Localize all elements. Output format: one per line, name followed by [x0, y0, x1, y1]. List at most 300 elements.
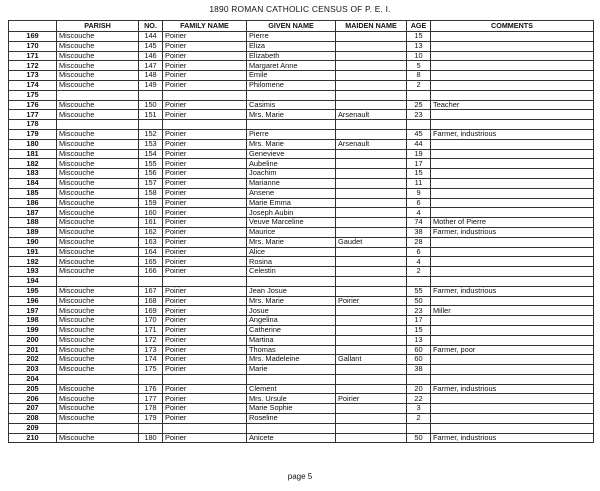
comments-cell — [431, 110, 594, 120]
comments-cell — [431, 355, 594, 365]
row-number-cell: 182 — [9, 159, 57, 169]
given-name-cell: Martina — [247, 335, 336, 345]
given-name-cell: Mrs. Marie — [247, 237, 336, 247]
parish-cell — [57, 276, 139, 286]
family-name-cell: Poirier — [163, 110, 247, 120]
table-row — [9, 51, 594, 61]
record-no-cell — [139, 90, 163, 100]
family-name-cell: Poirier — [163, 237, 247, 247]
maiden-name-cell — [336, 149, 407, 159]
row-number-cell: 171 — [9, 51, 57, 61]
table-row — [9, 100, 594, 110]
age-cell: 13 — [407, 335, 431, 345]
record-no-cell — [139, 423, 163, 433]
comments-cell — [431, 414, 594, 424]
age-cell: 74 — [407, 218, 431, 228]
given-name-cell: Angelina — [247, 316, 336, 326]
age-cell: 2 — [407, 80, 431, 90]
record-no-cell: 167 — [139, 286, 163, 296]
table-row — [9, 325, 594, 335]
family-name-cell: Poirier — [163, 41, 247, 51]
table-row — [9, 237, 594, 247]
given-name-cell: Maurice — [247, 227, 336, 237]
age-cell: 55 — [407, 286, 431, 296]
row-number-cell: 174 — [9, 80, 57, 90]
record-no-cell: 179 — [139, 414, 163, 424]
maiden-name-cell: Arsenault — [336, 110, 407, 120]
record-no-cell: 168 — [139, 296, 163, 306]
parish-cell: Miscouche — [57, 198, 139, 208]
age-cell: 8 — [407, 71, 431, 81]
family-name-cell: Poirier — [163, 365, 247, 375]
row-number-cell: 202 — [9, 355, 57, 365]
family-name-cell: Poirier — [163, 169, 247, 179]
record-no-cell: 147 — [139, 61, 163, 71]
given-name-cell — [247, 423, 336, 433]
parish-cell: Miscouche — [57, 218, 139, 228]
maiden-name-cell — [336, 198, 407, 208]
maiden-name-cell — [336, 188, 407, 198]
record-no-cell: 163 — [139, 237, 163, 247]
family-name-cell: Poirier — [163, 159, 247, 169]
comments-cell — [431, 257, 594, 267]
comments-cell — [431, 71, 594, 81]
given-name-cell: Emile — [247, 71, 336, 81]
table-row — [9, 414, 594, 424]
age-cell: 22 — [407, 394, 431, 404]
row-number-cell: 199 — [9, 325, 57, 335]
row-number-cell: 187 — [9, 208, 57, 218]
record-no-cell — [139, 374, 163, 384]
age-cell: 50 — [407, 296, 431, 306]
parish-cell: Miscouche — [57, 394, 139, 404]
given-name-cell: Anicete — [247, 433, 336, 443]
record-no-cell: 177 — [139, 394, 163, 404]
maiden-name-cell — [336, 414, 407, 424]
age-cell: 23 — [407, 110, 431, 120]
given-name-cell: Marie Emma — [247, 198, 336, 208]
maiden-name-cell: Arsenault — [336, 139, 407, 149]
row-number-cell: 169 — [9, 32, 57, 42]
record-no-cell: 149 — [139, 80, 163, 90]
record-no-cell: 146 — [139, 51, 163, 61]
table-row — [9, 120, 594, 130]
table-row — [9, 296, 594, 306]
parish-cell: Miscouche — [57, 61, 139, 71]
table-row — [9, 286, 594, 296]
row-number-cell: 203 — [9, 365, 57, 375]
comments-cell — [431, 41, 594, 51]
given-name-cell: Eliza — [247, 41, 336, 51]
comments-cell — [431, 51, 594, 61]
given-name-cell: Pierre — [247, 129, 336, 139]
family-name-cell: Poirier — [163, 71, 247, 81]
given-name-cell: Margaret Anne — [247, 61, 336, 71]
comments-cell — [431, 335, 594, 345]
comments-cell — [431, 374, 594, 384]
table-row — [9, 110, 594, 120]
comments-cell: Farmer, industrious — [431, 129, 594, 139]
table-row — [9, 433, 594, 443]
row-number-cell: 181 — [9, 149, 57, 159]
given-name-cell: Philomene — [247, 80, 336, 90]
given-name-cell: Joseph Aubin — [247, 208, 336, 218]
given-name-cell: Mrs. Marie — [247, 296, 336, 306]
given-name-cell: Aubeline — [247, 159, 336, 169]
maiden-name-cell — [336, 227, 407, 237]
table-row — [9, 374, 594, 384]
given-name-cell: Mrs. Marie — [247, 110, 336, 120]
given-name-cell: Mrs. Marie — [247, 139, 336, 149]
family-name-cell — [163, 90, 247, 100]
maiden-name-cell — [336, 51, 407, 61]
table-row — [9, 423, 594, 433]
table-row — [9, 188, 594, 198]
record-no-cell: 157 — [139, 178, 163, 188]
table-row — [9, 404, 594, 414]
row-number-cell: 209 — [9, 423, 57, 433]
family-name-cell: Poirier — [163, 198, 247, 208]
parish-cell: Miscouche — [57, 32, 139, 42]
record-no-cell — [139, 276, 163, 286]
maiden-name-cell — [336, 374, 407, 384]
table-row — [9, 306, 594, 316]
age-cell: 50 — [407, 433, 431, 443]
age-cell: 15 — [407, 325, 431, 335]
family-name-cell — [163, 120, 247, 130]
maiden-name-cell — [336, 335, 407, 345]
parish-cell: Miscouche — [57, 159, 139, 169]
family-name-cell: Poirier — [163, 51, 247, 61]
maiden-name-cell — [336, 169, 407, 179]
parish-cell: Miscouche — [57, 384, 139, 394]
given-name-cell: Joachim — [247, 169, 336, 179]
age-cell: 15 — [407, 169, 431, 179]
given-name-cell: Marie Sophie — [247, 404, 336, 414]
maiden-name-cell — [336, 71, 407, 81]
comments-cell: Farmer, industrious — [431, 227, 594, 237]
record-no-cell: 175 — [139, 365, 163, 375]
parish-cell: Miscouche — [57, 169, 139, 179]
parish-cell: Miscouche — [57, 110, 139, 120]
given-name-cell: Marie — [247, 365, 336, 375]
header-parish: PARISH — [57, 21, 139, 32]
table-row — [9, 208, 594, 218]
row-number-cell: 193 — [9, 267, 57, 277]
record-no-cell: 171 — [139, 325, 163, 335]
parish-cell: Miscouche — [57, 129, 139, 139]
parish-cell: Miscouche — [57, 71, 139, 81]
record-no-cell: 161 — [139, 218, 163, 228]
maiden-name-cell — [336, 316, 407, 326]
row-number-cell: 172 — [9, 61, 57, 71]
family-name-cell: Poirier — [163, 227, 247, 237]
record-no-cell: 156 — [139, 169, 163, 179]
maiden-name-cell — [336, 32, 407, 42]
family-name-cell: Poirier — [163, 345, 247, 355]
header-age: AGE — [407, 21, 431, 32]
given-name-cell: Josue — [247, 306, 336, 316]
age-cell: 60 — [407, 345, 431, 355]
record-no-cell: 166 — [139, 267, 163, 277]
comments-cell — [431, 80, 594, 90]
maiden-name-cell — [336, 41, 407, 51]
age-cell — [407, 120, 431, 130]
comments-cell: Farmer, industrious — [431, 286, 594, 296]
given-name-cell: Veuve Marceline — [247, 218, 336, 228]
parish-cell: Miscouche — [57, 257, 139, 267]
header-comments: COMMENTS — [431, 21, 594, 32]
comments-cell — [431, 404, 594, 414]
row-number-cell: 201 — [9, 345, 57, 355]
given-name-cell — [247, 374, 336, 384]
census-table — [8, 20, 594, 443]
age-cell: 2 — [407, 267, 431, 277]
record-no-cell: 176 — [139, 384, 163, 394]
given-name-cell: Catherine — [247, 325, 336, 335]
parish-cell: Miscouche — [57, 316, 139, 326]
comments-cell — [431, 188, 594, 198]
parish-cell: Miscouche — [57, 286, 139, 296]
row-number-cell: 185 — [9, 188, 57, 198]
record-no-cell: 173 — [139, 345, 163, 355]
parish-cell: Miscouche — [57, 345, 139, 355]
row-number-cell: 184 — [9, 178, 57, 188]
row-number-cell: 192 — [9, 257, 57, 267]
family-name-cell: Poirier — [163, 325, 247, 335]
parish-cell: Miscouche — [57, 404, 139, 414]
comments-cell — [431, 169, 594, 179]
maiden-name-cell — [336, 433, 407, 443]
table-row — [9, 61, 594, 71]
comments-cell: Teacher — [431, 100, 594, 110]
comments-cell — [431, 178, 594, 188]
maiden-name-cell: Poirier — [336, 296, 407, 306]
family-name-cell: Poirier — [163, 296, 247, 306]
record-no-cell: 153 — [139, 139, 163, 149]
age-cell: 17 — [407, 316, 431, 326]
row-number-cell: 190 — [9, 237, 57, 247]
maiden-name-cell: Gallant — [336, 355, 407, 365]
maiden-name-cell — [336, 423, 407, 433]
maiden-name-cell — [336, 306, 407, 316]
age-cell: 17 — [407, 159, 431, 169]
given-name-cell: Alice — [247, 247, 336, 257]
parish-cell: Miscouche — [57, 414, 139, 424]
family-name-cell: Poirier — [163, 267, 247, 277]
age-cell: 4 — [407, 257, 431, 267]
row-number-cell: 198 — [9, 316, 57, 326]
parish-cell: Miscouche — [57, 208, 139, 218]
table-row — [9, 394, 594, 404]
given-name-cell — [247, 90, 336, 100]
comments-cell — [431, 139, 594, 149]
row-number-cell: 186 — [9, 198, 57, 208]
record-no-cell: 160 — [139, 208, 163, 218]
header-family-name: FAMILY NAME — [163, 21, 247, 32]
table-row — [9, 316, 594, 326]
parish-cell: Miscouche — [57, 267, 139, 277]
row-number-cell: 177 — [9, 110, 57, 120]
given-name-cell: Roseline — [247, 414, 336, 424]
record-no-cell: 150 — [139, 100, 163, 110]
table-row — [9, 198, 594, 208]
parish-cell: Miscouche — [57, 100, 139, 110]
table-row — [9, 247, 594, 257]
family-name-cell: Poirier — [163, 355, 247, 365]
maiden-name-cell — [336, 345, 407, 355]
table-row — [9, 257, 594, 267]
comments-cell — [431, 423, 594, 433]
family-name-cell: Poirier — [163, 178, 247, 188]
table-row — [9, 227, 594, 237]
table-row — [9, 80, 594, 90]
row-number-cell: 191 — [9, 247, 57, 257]
comments-cell — [431, 208, 594, 218]
parish-cell: Miscouche — [57, 335, 139, 345]
comments-cell — [431, 198, 594, 208]
given-name-cell: Mrs. Madeleine — [247, 355, 336, 365]
record-no-cell: 170 — [139, 316, 163, 326]
given-name-cell: Marianne — [247, 178, 336, 188]
family-name-cell: Poirier — [163, 218, 247, 228]
parish-cell: Miscouche — [57, 139, 139, 149]
header-given-name: GIVEN NAME — [247, 21, 336, 32]
family-name-cell: Poirier — [163, 257, 247, 267]
age-cell: 60 — [407, 355, 431, 365]
maiden-name-cell — [336, 90, 407, 100]
age-cell: 10 — [407, 51, 431, 61]
row-number-cell: 188 — [9, 218, 57, 228]
age-cell: 44 — [407, 139, 431, 149]
comments-cell — [431, 276, 594, 286]
table-row — [9, 32, 594, 42]
age-cell: 5 — [407, 61, 431, 71]
comments-cell — [431, 159, 594, 169]
maiden-name-cell: Gaudet — [336, 237, 407, 247]
comments-cell — [431, 149, 594, 159]
comments-cell — [431, 247, 594, 257]
table-row — [9, 267, 594, 277]
family-name-cell — [163, 423, 247, 433]
age-cell: 6 — [407, 247, 431, 257]
age-cell: 15 — [407, 32, 431, 42]
table-row — [9, 41, 594, 51]
record-no-cell — [139, 120, 163, 130]
family-name-cell: Poirier — [163, 247, 247, 257]
comments-cell — [431, 32, 594, 42]
record-no-cell: 180 — [139, 433, 163, 443]
comments-cell — [431, 61, 594, 71]
parish-cell: Miscouche — [57, 178, 139, 188]
given-name-cell: Rosina — [247, 257, 336, 267]
maiden-name-cell — [336, 247, 407, 257]
age-cell: 13 — [407, 41, 431, 51]
parish-cell — [57, 120, 139, 130]
comments-cell — [431, 325, 594, 335]
row-number-cell: 210 — [9, 433, 57, 443]
age-cell: 6 — [407, 198, 431, 208]
age-cell: 20 — [407, 384, 431, 394]
family-name-cell: Poirier — [163, 306, 247, 316]
maiden-name-cell — [336, 286, 407, 296]
record-no-cell: 151 — [139, 110, 163, 120]
record-no-cell: 169 — [139, 306, 163, 316]
age-cell: 28 — [407, 237, 431, 247]
age-cell: 4 — [407, 208, 431, 218]
family-name-cell: Poirier — [163, 394, 247, 404]
given-name-cell: Casimis — [247, 100, 336, 110]
maiden-name-cell — [336, 404, 407, 414]
record-no-cell: 148 — [139, 71, 163, 81]
row-number-cell: 200 — [9, 335, 57, 345]
parish-cell — [57, 90, 139, 100]
record-no-cell: 164 — [139, 247, 163, 257]
family-name-cell: Poirier — [163, 404, 247, 414]
comments-cell — [431, 316, 594, 326]
record-no-cell: 174 — [139, 355, 163, 365]
age-cell — [407, 90, 431, 100]
given-name-cell: Clement — [247, 384, 336, 394]
record-no-cell: 159 — [139, 198, 163, 208]
maiden-name-cell — [336, 208, 407, 218]
family-name-cell — [163, 276, 247, 286]
row-number-cell: 208 — [9, 414, 57, 424]
row-number-cell: 179 — [9, 129, 57, 139]
age-cell: 19 — [407, 149, 431, 159]
row-number-cell: 207 — [9, 404, 57, 414]
comments-cell — [431, 267, 594, 277]
family-name-cell: Poirier — [163, 139, 247, 149]
maiden-name-cell — [336, 325, 407, 335]
maiden-name-cell — [336, 120, 407, 130]
record-no-cell: 145 — [139, 41, 163, 51]
family-name-cell: Poirier — [163, 335, 247, 345]
comments-cell: Farmer, poor — [431, 345, 594, 355]
row-number-cell: 205 — [9, 384, 57, 394]
record-no-cell: 165 — [139, 257, 163, 267]
family-name-cell: Poirier — [163, 100, 247, 110]
row-number-cell: 183 — [9, 169, 57, 179]
given-name-cell: Celestin — [247, 267, 336, 277]
parish-cell: Miscouche — [57, 237, 139, 247]
table-row — [9, 71, 594, 81]
given-name-cell: Ansene — [247, 188, 336, 198]
maiden-name-cell — [336, 80, 407, 90]
family-name-cell: Poirier — [163, 433, 247, 443]
table-row — [9, 365, 594, 375]
comments-cell — [431, 90, 594, 100]
parish-cell: Miscouche — [57, 306, 139, 316]
age-cell: 11 — [407, 178, 431, 188]
parish-cell: Miscouche — [57, 247, 139, 257]
age-cell: 3 — [407, 404, 431, 414]
given-name-cell: Genevieve — [247, 149, 336, 159]
family-name-cell: Poirier — [163, 129, 247, 139]
table-row — [9, 384, 594, 394]
maiden-name-cell — [336, 384, 407, 394]
given-name-cell: Mrs. Ursule — [247, 394, 336, 404]
table-row — [9, 139, 594, 149]
row-number-cell: 176 — [9, 100, 57, 110]
table-row — [9, 90, 594, 100]
table-row — [9, 218, 594, 228]
row-number-cell: 170 — [9, 41, 57, 51]
age-cell: 38 — [407, 365, 431, 375]
parish-cell: Miscouche — [57, 51, 139, 61]
parish-cell: Miscouche — [57, 325, 139, 335]
table-row — [9, 129, 594, 139]
